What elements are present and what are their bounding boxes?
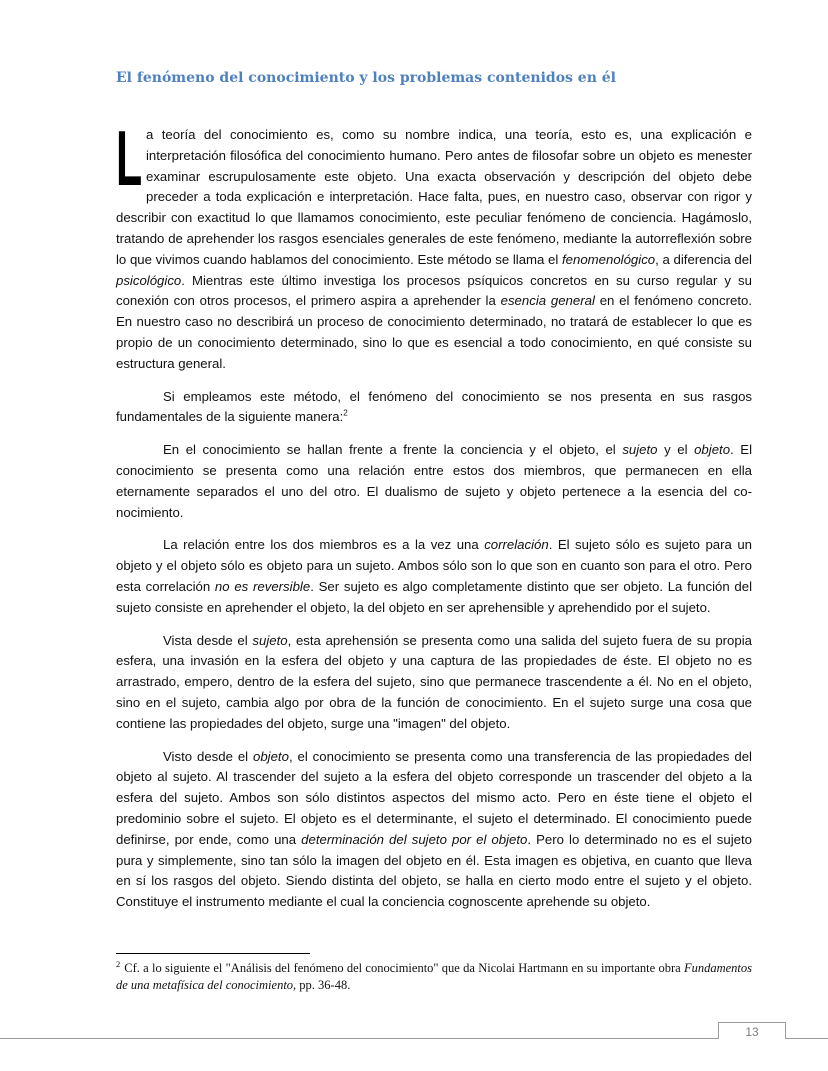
paragraph-1-text: a teoría del conocimiento es, como su nombre indica, una teoría, esto es, una explicación e interpretación filosófica del conocimiento humano. Pero antes de filosofar sobre un objeto es menester examinar escrupulosamente este objeto. Una exacta observación y descripción del objeto debe preceder a toda explicación e interpretación. Hace falta, pues, en nuestro caso, observar con rigor y describir con exactitud lo que llamamos conocimiento, este peculiar fenómeno de conciencia. Hagámoslo, tratando de aprehender los rasgos esenciales generales de este fenómeno, mediante la autorreflexión sobre lo que vivimos cuando hablamos del conocimiento. Este método se llama el xyxy=(116,127,752,267)
paragraph-3-text: y el xyxy=(657,442,695,458)
emphasis-no-es-reversible: no es reversible xyxy=(214,578,311,594)
paragraph-3-text: En el conocimiento se hallan frente a frente la conciencia y el objeto, el xyxy=(163,442,623,458)
paragraph-4-text: . Ser sujeto es algo completamente distinto que ser objeto. La función del sujeto consiste en aprehender el objeto, la del objeto en ser aprehensible y aprehendido por el sujeto. xyxy=(116,578,753,615)
paragraph-5-text: , esta aprehensión se presenta como una salida del sujeto fuera de su propia esfera, una invasión en la esfera del objeto y una captura de las propiedades de éste. El objeto no es arrastrado, empero, dentro de la esfera del sujeto, sino que permanece trascendente a él. No en el objeto, sino en el sujeto, cambia algo por obra de la función de conocimiento. En el sujeto surge una cosa que contiene las propiedades del objeto, surge una "imagen" del objeto. xyxy=(116,632,752,731)
paragraph-4-text: La relación entre los dos miembros es a la vez una xyxy=(163,537,485,553)
paragraph-5-text: Vista desde el xyxy=(163,632,253,648)
paragraph-5 xyxy=(116,631,752,735)
paragraph-2-text: Si empleamos este método, el fenómeno del conocimiento se nos presenta en sus rasgos fundamentales de la siguiente manera: xyxy=(116,388,752,425)
emphasis-objeto: objeto xyxy=(253,748,289,764)
paragraph-6-text: , el conocimiento se presenta como una transferencia de las propiedades del objeto al sujeto. Al trascender del sujeto a la esfera del objeto corresponde un trascender del objeto a la esfera del sujeto. Ambos son sólo distintos aspectos del mismo acto. Pero en éste tiene el objeto el predominio sobre el sujeto. El objeto es el determinante, el sujeto el determinado. El conocimiento puede definirse, por ende, como una xyxy=(116,748,752,847)
footnote-number: 2 xyxy=(116,958,121,969)
footnote-separator xyxy=(116,953,310,954)
paragraph-1-text: , a diferencia del xyxy=(655,251,752,267)
footnote-text: Cf. a lo siguiente el "Análisis del fenómeno del conocimiento" que da Nicolai Hartmann en su importante obra xyxy=(124,961,684,975)
emphasis-objeto: objeto xyxy=(694,442,731,458)
emphasis-fenomenologico: fenomenológico xyxy=(562,251,656,267)
footnote-text: , pp. 36-48. xyxy=(293,978,351,992)
footer-rule xyxy=(0,1038,828,1039)
section-heading: El fenómeno del conocimiento y los problemas contenidos en él xyxy=(116,70,616,86)
paragraph-6-text: Visto desde el xyxy=(163,748,253,764)
emphasis-sujeto: sujeto xyxy=(252,632,288,648)
drop-cap: L xyxy=(116,114,143,202)
paragraph-1-text: . Mientras este último investiga los procesos psíquicos concretos en su curso regular y su conexión con otros procesos, el primero aspira a aprehender la xyxy=(116,272,752,309)
emphasis-correlacion: correlación xyxy=(484,537,549,553)
emphasis-determinacion: determinación del sujeto por el objeto xyxy=(301,831,528,847)
emphasis-psicologico: psicológico xyxy=(116,272,182,288)
footnote xyxy=(116,960,752,994)
paragraph-4-text: . El sujeto sólo es sujeto para un objeto y el objeto sólo es objeto para un sujeto. Ambos sólo son lo que son en cuanto son para el otro. Pero esta correlación xyxy=(116,537,752,594)
emphasis-esencia-general: esencia general xyxy=(500,293,595,309)
paragraph-4 xyxy=(116,535,752,618)
footnote-reference[interactable]: 2 xyxy=(343,408,348,418)
paragraph-1-text: en el fenómeno concreto. En nuestro caso no describirá un proceso de conocimiento determinado, no tratará de establecer lo que es propio de un conocimiento determinado, sino lo que es esencial a todo conocimiento, en qué consiste su estructura general. xyxy=(116,293,752,371)
paragraph-1 xyxy=(116,114,752,375)
footnote-book-title: Fundamentos de una metafísica del conocimiento xyxy=(116,961,752,992)
paragraph-3-text: . El conocimiento se presenta como una relación entre estos dos miembros, que permanecen en ella eternamente separados el uno del otro. El dualismo de sujeto y objeto pertenece a la esencia del co- nocimiento. xyxy=(116,442,752,520)
paragraph-6-text: . Pero lo determinado no es el sujeto pura y simplemente, sino tan sólo la imagen del objeto en él. Esta imagen es objetiva, en cuanto que lleva en sí los rasgos del objeto. Siendo distinta del objeto, se halla en cierto modo entre el sujeto y el objeto. Constituye el instrumento mediante el cual la conciencia cognoscente aprehende su objeto. xyxy=(116,831,752,910)
page-number: 13 xyxy=(718,1022,786,1039)
paragraph-3 xyxy=(116,440,752,523)
body-text xyxy=(116,114,753,925)
paragraph-2 xyxy=(116,387,752,429)
paragraph-6 xyxy=(116,747,752,913)
emphasis-sujeto: sujeto xyxy=(622,442,658,458)
